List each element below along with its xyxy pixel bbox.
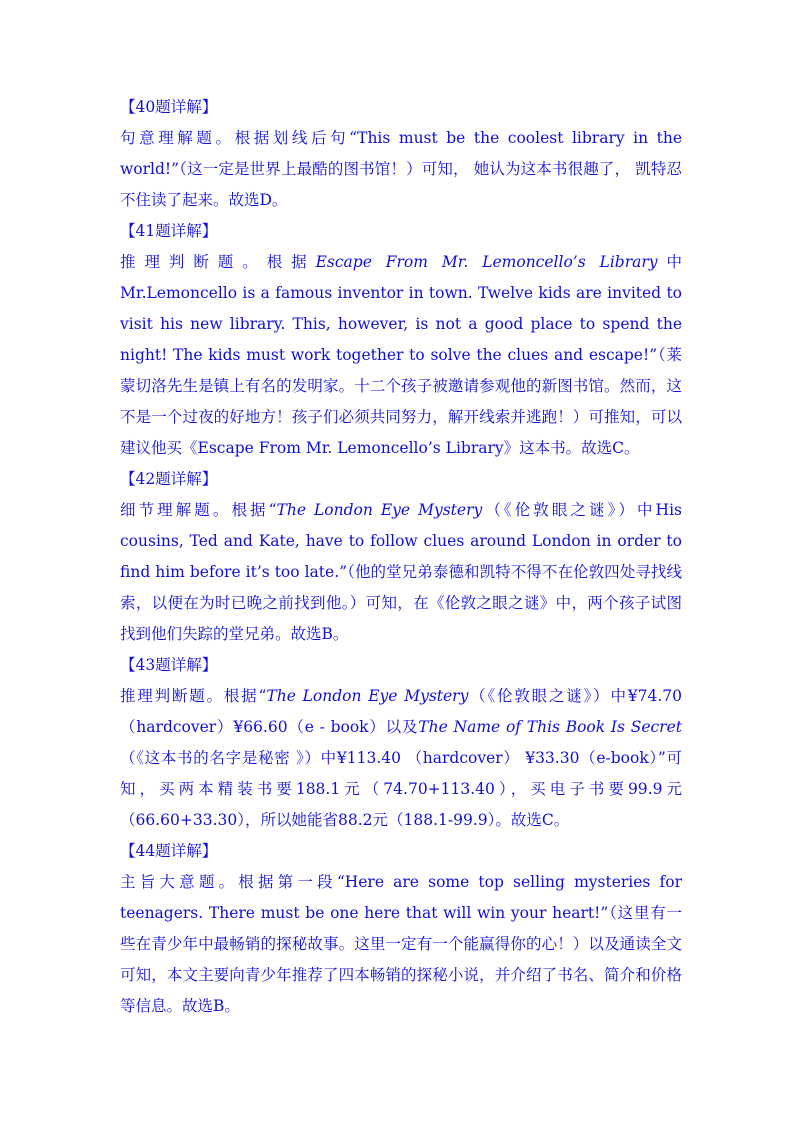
body-text: 细节理解题。根据“ — [120, 501, 277, 519]
section-body — [120, 867, 682, 1022]
book-title: The London Eye Mystery — [276, 501, 483, 519]
section-heading: 【42题详解】 — [120, 470, 218, 488]
body-text: 推理判断题。根据 — [120, 253, 316, 271]
section-43 — [120, 650, 682, 836]
section-body — [120, 495, 682, 650]
book-title: Escape From Mr. Lemoncello’s Library — [315, 253, 658, 271]
body-text: 句意理解题。根据划线后句“This must be the coolest library in the world!”（这一定是世界上最酷的图书馆！）可知， 她认为这本书很趣了， 凯特忍不住读了起来。故选D。 — [120, 129, 682, 209]
body-text: （《伦敦眼之谜》）中¥74.70（hardcover）¥66.60（e - book）以及 — [120, 687, 682, 736]
section-body — [120, 247, 682, 464]
section-heading: 【44题详解】 — [120, 842, 218, 860]
section-heading: 【43题详解】 — [120, 656, 218, 674]
body-text: 主旨大意题。根据第一段“Here are some top selling mysteries for teenagers. There must be one here that will win your heart!”（这里有一些在青少年中最畅销的探秘故事。这里一定有一个能赢得你的心！）以及通读全文可知，本文主要向青少年推荐了四本畅销的探秘小说，并介绍了书名、简介和价格等信息。故选B。 — [120, 873, 682, 1015]
section-heading: 【41题详解】 — [120, 222, 218, 240]
body-text: （《这本书的名字是秘密 》）中¥113.40 （hardcover） ¥33.30（e-book）”可知，买两本精装书要188.1元（74.70+113.40），买电子书要99.9元（66.60+33.30），所以她能省88.2元（188.1-99.9）。故选C。 — [120, 749, 682, 829]
body-text: 中Mr.Lemoncello is a famous inventor in town. Twelve kids are invited to visit his new library. This, however, is not a good place to spend the night! The kids must work together to solve the clues and escape!”（莱蒙切洛先生是镇上有名的发明家。十二个孩子被邀请参观他的新图书馆。然而，这不是一个过夜的好地方！孩子们必须共同努力，解开线索并逃跑！）可推知，可以建议他买《Escape From Mr. Lemoncello’s Library》这本书。故选C。 — [120, 253, 682, 457]
book-title: The London Eye Mystery — [266, 687, 469, 705]
book-title: The Name of This Book Is Secret — [418, 718, 682, 736]
section-41 — [120, 216, 682, 464]
answer-explanations — [120, 92, 682, 1022]
body-text: （《伦敦眼之谜》）中His cousins, Ted and Kate, have to follow clues around London in order to find him before it’s too late.”（他的堂兄弟泰德和凯特不得不在伦敦四处寻找线索，以便在为时已晚之前找到他。）可知，在《伦敦之眼之谜》中，两个孩子试图找到他们失踪的堂兄弟。故选B。 — [120, 501, 682, 643]
section-40 — [120, 92, 682, 216]
section-44 — [120, 836, 682, 1022]
section-heading: 【40题详解】 — [120, 98, 218, 116]
section-42 — [120, 464, 682, 650]
body-text: 推理判断题。根据“ — [120, 687, 267, 705]
section-body — [120, 123, 682, 216]
section-body — [120, 681, 682, 836]
